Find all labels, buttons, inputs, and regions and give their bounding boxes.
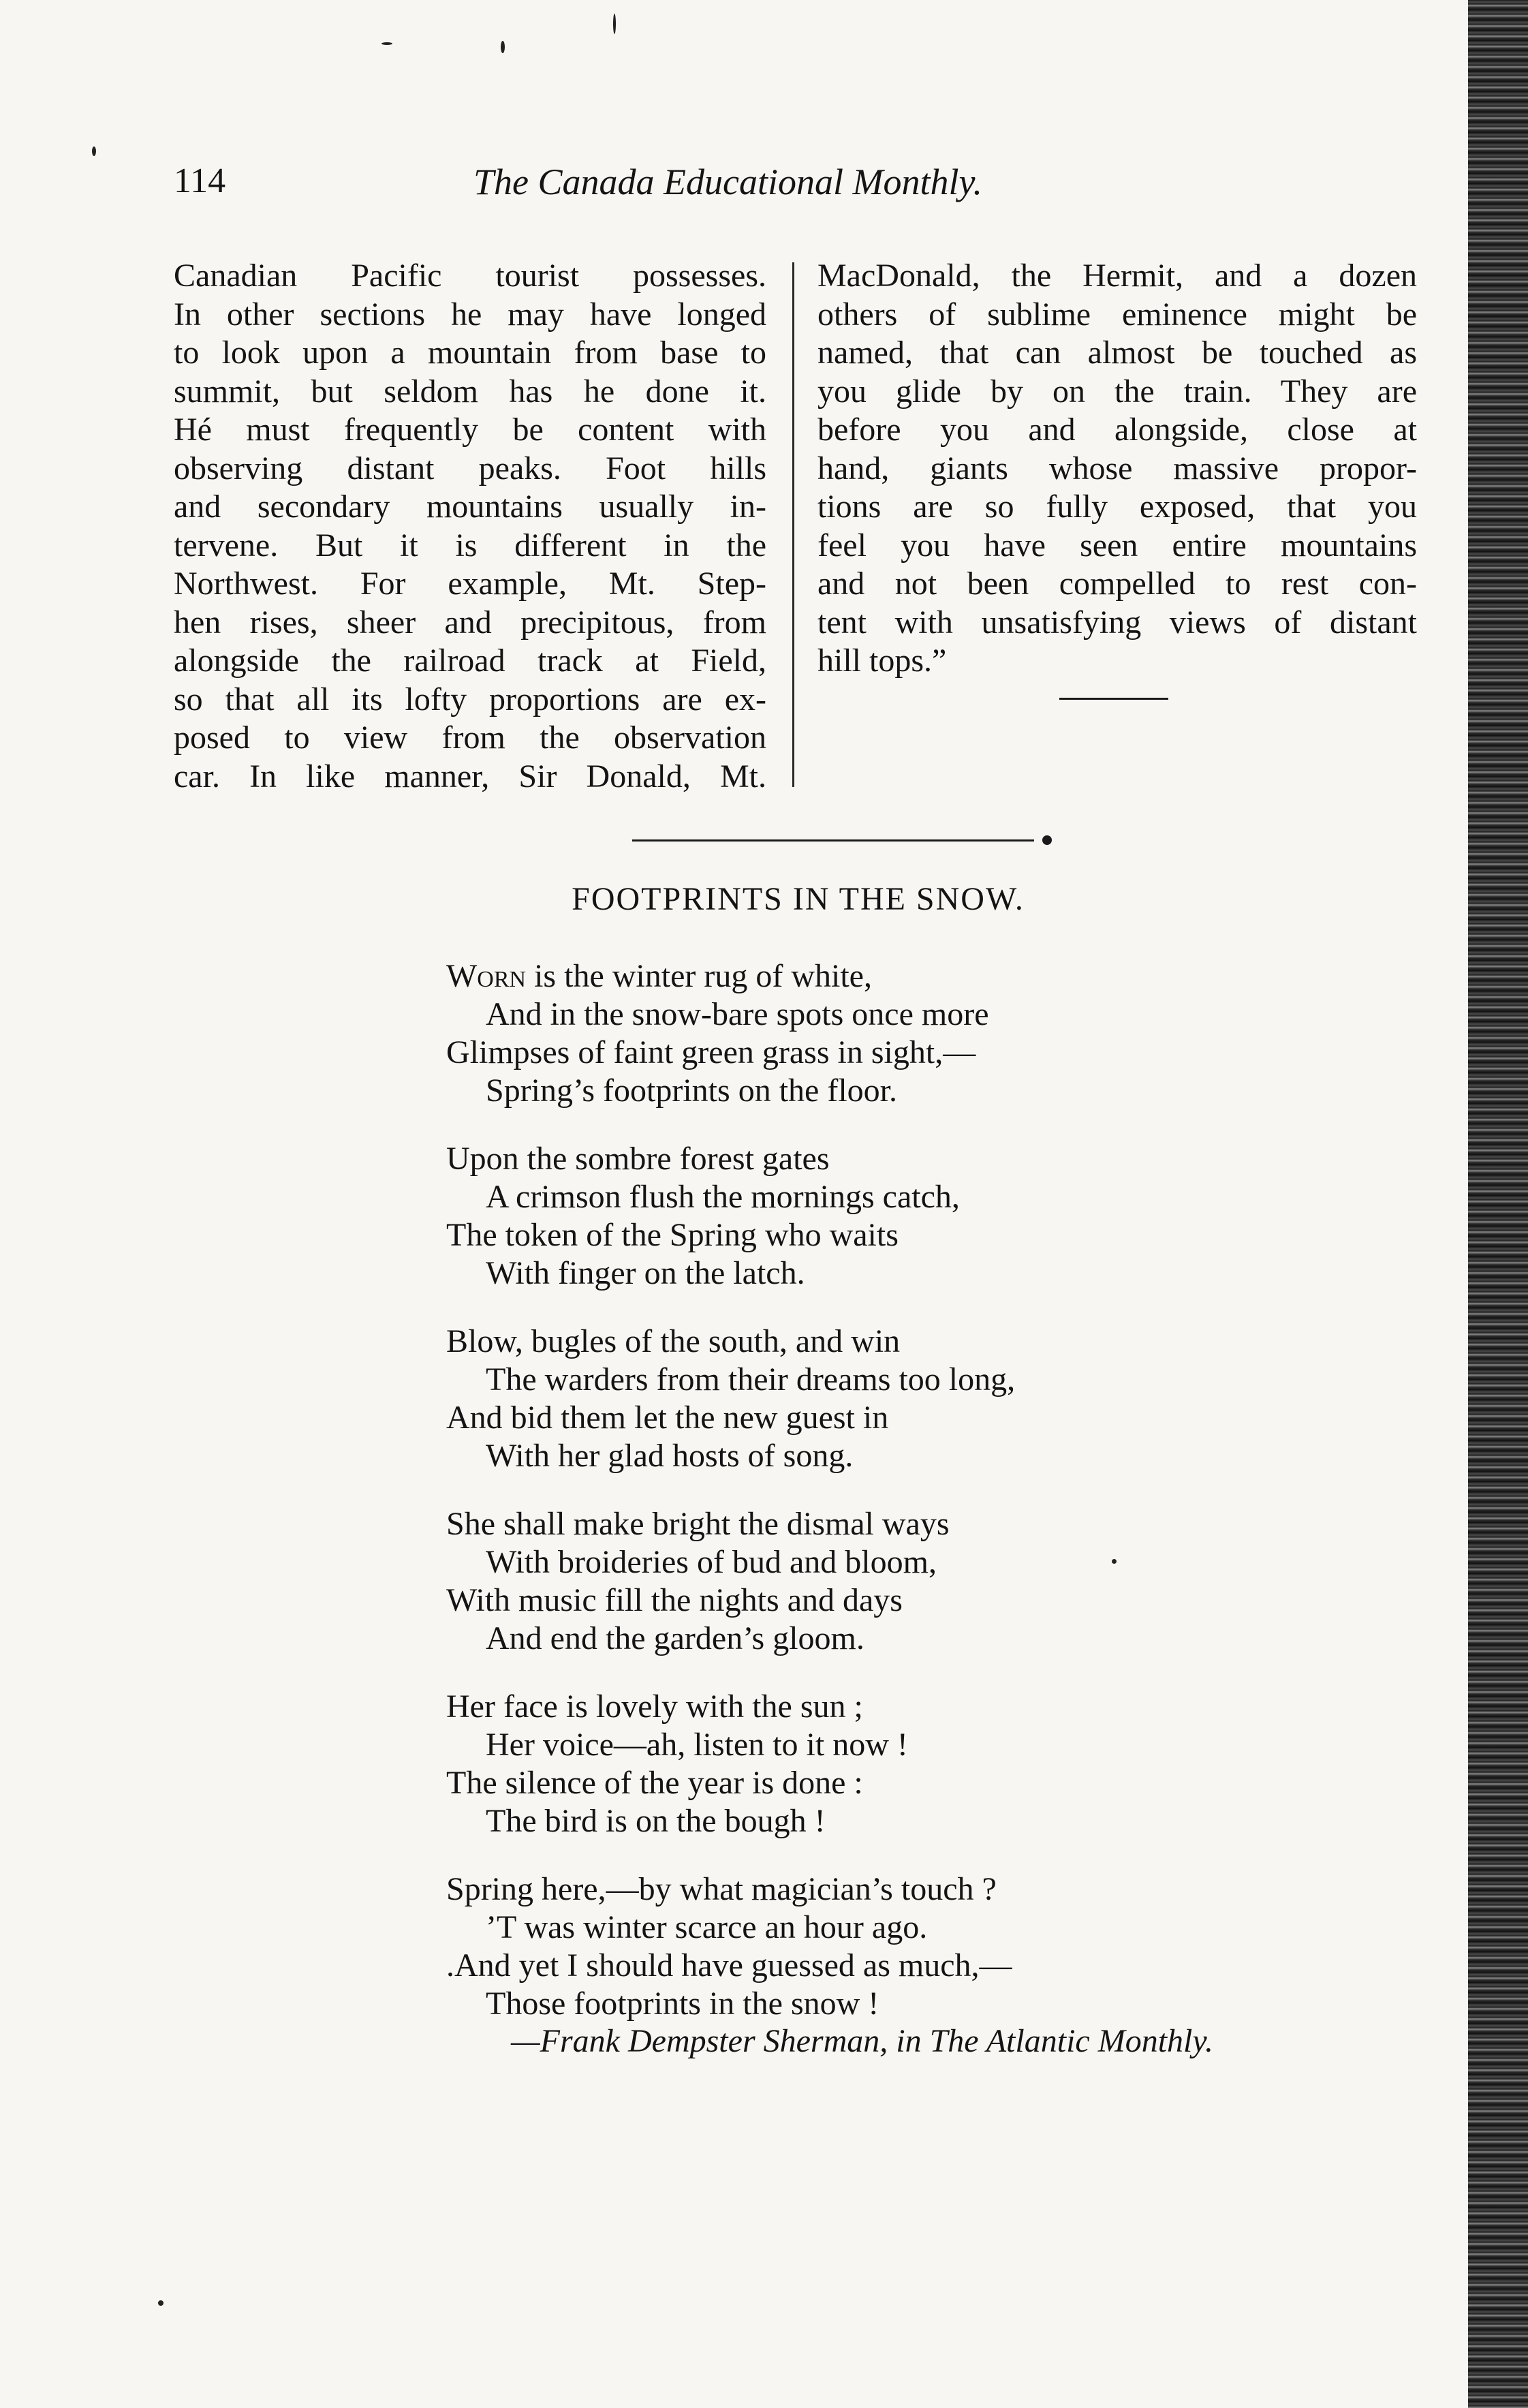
- scan-edge: [1468, 0, 1528, 2408]
- poem-line: With her glad hosts of song.: [486, 1438, 854, 1474]
- stanza: [446, 957, 1400, 1110]
- text-line: others of sublime eminence might be: [817, 296, 1417, 333]
- scan-speck: [613, 14, 616, 34]
- scan-speck: [1112, 1559, 1117, 1564]
- text-line: feel you have seen entire mountains: [817, 527, 1417, 564]
- poem-line: And in the snow-bare spots once more: [486, 996, 989, 1032]
- text-line: Hé must frequently be content with: [174, 412, 766, 448]
- stanza: [446, 1688, 1400, 1840]
- scan-speck: [501, 41, 505, 53]
- poem-line: Her face is lovely with the sun ;: [446, 1688, 863, 1725]
- stanza: [446, 1323, 1400, 1475]
- text-line: you glide by on the train. They are: [817, 373, 1417, 410]
- text-line: In other sections he may have longed: [174, 296, 766, 333]
- text-line: hen rises, sheer and precipitous, from: [174, 604, 766, 640]
- poem-title: [0, 880, 1528, 918]
- stanza: [446, 1505, 1400, 1658]
- text-line: tions are so fully exposed, that you: [817, 489, 1417, 525]
- text-line: Northwest. For example, Mt. Step-: [174, 566, 766, 602]
- text-line: hand, giants whose massive propor-: [817, 450, 1417, 487]
- poem-line: Her voice—ah, listen to it now !: [486, 1727, 908, 1763]
- column-divider: [792, 262, 794, 787]
- poem-line: The warders from their dreams too long,: [486, 1361, 1016, 1398]
- scan-speck: [92, 146, 96, 156]
- article-end-rule: [1059, 698, 1168, 700]
- text-line: and secondary mountains usually in-: [174, 489, 766, 525]
- text-line: so that all its lofty proportions are ex-: [174, 681, 766, 717]
- text-line: before you and alongside, close at: [817, 412, 1417, 448]
- text-line: tervene. But it is different in the: [174, 527, 766, 564]
- stanza: [446, 1870, 1400, 2023]
- text-line: hill tops.”: [817, 643, 947, 679]
- text-line: named, that can almost be touched as: [817, 335, 1417, 371]
- section-divider-dot: [1042, 835, 1052, 845]
- page-header: [174, 161, 1114, 215]
- poem-line: [446, 957, 1400, 995]
- poem-line: With broideries of bud and bloom,: [486, 1544, 937, 1580]
- poem-line: Those footprints in the snow !: [486, 1986, 879, 2022]
- section-divider-rule: [632, 839, 1034, 842]
- poem-line: Spring’s footprints on the floor.: [486, 1072, 897, 1109]
- text-line: to look upon a mountain from base to: [174, 335, 766, 371]
- poem-line: The token of the Spring who waits: [446, 1217, 899, 1253]
- article-right-column: [817, 257, 1417, 681]
- text-line: posed to view from the observation: [174, 720, 766, 756]
- poem-line: And end the garden’s gloom.: [486, 1620, 864, 1656]
- poem-attribution: —Frank Dempster Sherman, in The Atlantic Monthly.: [511, 2023, 1214, 2059]
- poem-title-text: FOOTPRINTS IN THE SNOW.: [572, 881, 1025, 917]
- poem-line: A crimson flush the mornings catch,: [486, 1179, 960, 1215]
- running-title: The Canada Educational Monthly.: [473, 161, 982, 202]
- text-line: tent with unsatisfying views of distant: [817, 604, 1417, 640]
- poem-line: With music fill the nights and days: [446, 1582, 903, 1618]
- text-line: observing distant peaks. Foot hills: [174, 450, 766, 487]
- poem-line: Blow, bugles of the south, and win: [446, 1323, 901, 1359]
- text-line: summit, but seldom has he done it.: [174, 373, 766, 410]
- text-line: car. In like manner, Sir Donald, Mt.: [174, 758, 766, 794]
- text-line: MacDonald, the Hermit, and a dozen: [817, 258, 1417, 294]
- poem-line: Spring here,—by what magician’s touch ?: [446, 1871, 997, 1907]
- poem-line: Glimpses of faint green grass in sight,—: [446, 1034, 976, 1070]
- poem-line: With finger on the latch.: [486, 1255, 805, 1291]
- poem: [446, 957, 1400, 2053]
- poem-line: The bird is on the bough !: [486, 1803, 826, 1839]
- article-left-column: [174, 257, 766, 796]
- scan-speck: [381, 42, 392, 45]
- first-line-rest: is the winter rug of white,: [526, 958, 872, 994]
- poem-line: .And yet I should have guessed as much,—: [446, 1947, 1012, 1983]
- poem-line: And bid them let the new guest in: [446, 1400, 889, 1436]
- stanza: [446, 1140, 1400, 1293]
- text-line: alongside the railroad track at Field,: [174, 643, 766, 679]
- poem-line: Upon the sombre forest gates: [446, 1141, 830, 1177]
- scan-speck: [158, 2300, 163, 2306]
- page-number: 114: [174, 161, 226, 200]
- text-line: Canadian Pacific tourist possesses.: [174, 258, 766, 294]
- text-line: and not been compelled to rest con-: [817, 566, 1417, 602]
- poem-line: The silence of the year is done :: [446, 1765, 863, 1801]
- drop-word: Worn: [446, 958, 527, 994]
- poem-line: She shall make bright the dismal ways: [446, 1506, 950, 1542]
- poem-line: ’T was winter scarce an hour ago.: [486, 1909, 928, 1945]
